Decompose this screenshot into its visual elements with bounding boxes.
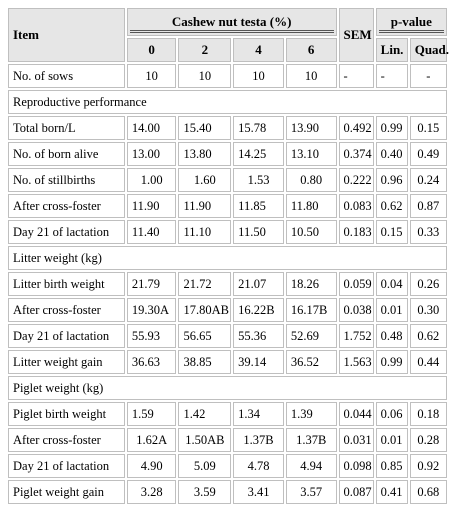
- table-cell: 15.78: [233, 116, 284, 140]
- level-header: 4: [233, 38, 284, 62]
- table-cell: 11.80: [286, 194, 337, 218]
- data-table-container: [6, 6, 449, 506]
- table-cell: 4.78: [233, 454, 284, 478]
- table-cell: 16.22B: [233, 298, 284, 322]
- lin-cell: 0.85: [376, 454, 408, 478]
- table-cell: 55.93: [127, 324, 177, 348]
- row-label: Piglet birth weight: [8, 402, 125, 426]
- row-label: Litter weight gain: [8, 350, 125, 374]
- sem-cell: 0.087: [339, 480, 374, 504]
- table-cell: 11.90: [178, 194, 231, 218]
- table-cell: 10.50: [286, 220, 337, 244]
- section-row: [8, 90, 447, 114]
- quad-cell: -: [410, 64, 447, 88]
- section-title: Litter weight (kg): [8, 246, 447, 270]
- level-header: 2: [178, 38, 231, 62]
- row-label: Piglet weight gain: [8, 480, 125, 504]
- table-cell: 10: [233, 64, 284, 88]
- quad-cell: 0.68: [410, 480, 447, 504]
- table-row: [8, 168, 447, 192]
- table-cell: 19.30A: [127, 298, 177, 322]
- table-cell: 38.85: [178, 350, 231, 374]
- sem-cell: 0.222: [339, 168, 374, 192]
- lin-cell: 0.48: [376, 324, 408, 348]
- table-row: [8, 324, 447, 348]
- table-cell: 11.10: [178, 220, 231, 244]
- table-cell: 21.72: [178, 272, 231, 296]
- quad-cell: 0.33: [410, 220, 447, 244]
- item-header: Item: [8, 8, 125, 62]
- table-cell: 1.39: [286, 402, 337, 426]
- table-row: [8, 402, 447, 426]
- table-cell: 1.37B: [286, 428, 337, 452]
- table-row: [8, 64, 447, 88]
- table-cell: 39.14: [233, 350, 284, 374]
- quad-cell: 0.30: [410, 298, 447, 322]
- table-cell: 0.80: [286, 168, 337, 192]
- sem-cell: 0.038: [339, 298, 374, 322]
- quad-cell: 0.18: [410, 402, 447, 426]
- testa-group-header: Cashew nut testa (%): [127, 8, 337, 36]
- row-label: After cross-foster: [8, 298, 125, 322]
- lin-cell: 0.99: [376, 116, 408, 140]
- table-cell: 36.63: [127, 350, 177, 374]
- level-header: 0: [127, 38, 177, 62]
- linear-header: Lin.: [376, 38, 408, 62]
- table-cell: 1.60: [178, 168, 231, 192]
- table-cell: 15.40: [178, 116, 231, 140]
- sem-cell: 0.059: [339, 272, 374, 296]
- data-table: [6, 6, 449, 506]
- row-label: Day 21 of lactation: [8, 220, 125, 244]
- sem-cell: -: [339, 64, 374, 88]
- table-cell: 21.07: [233, 272, 284, 296]
- table-row: [8, 298, 447, 322]
- table-cell: 13.10: [286, 142, 337, 166]
- table-row: [8, 428, 447, 452]
- table-cell: 3.28: [127, 480, 177, 504]
- table-row: [8, 194, 447, 218]
- table-cell: 4.90: [127, 454, 177, 478]
- table-cell: 36.52: [286, 350, 337, 374]
- lin-cell: 0.01: [376, 298, 408, 322]
- table-cell: 55.36: [233, 324, 284, 348]
- table-row: [8, 350, 447, 374]
- table-cell: 3.41: [233, 480, 284, 504]
- row-label: Day 21 of lactation: [8, 324, 125, 348]
- table-row: [8, 220, 447, 244]
- table-cell: 10: [286, 64, 337, 88]
- lin-cell: 0.41: [376, 480, 408, 504]
- quad-cell: 0.62: [410, 324, 447, 348]
- row-label: Total born/L: [8, 116, 125, 140]
- table-cell: 56.65: [178, 324, 231, 348]
- row-label: No. of sows: [8, 64, 125, 88]
- lin-cell: 0.04: [376, 272, 408, 296]
- table-cell: 3.57: [286, 480, 337, 504]
- table-cell: 1.62A: [127, 428, 177, 452]
- lin-cell: 0.62: [376, 194, 408, 218]
- table-cell: 11.90: [127, 194, 177, 218]
- lin-cell: 0.06: [376, 402, 408, 426]
- table-cell: 4.94: [286, 454, 337, 478]
- table-cell: 13.00: [127, 142, 177, 166]
- table-cell: 52.69: [286, 324, 337, 348]
- sem-cell: 0.098: [339, 454, 374, 478]
- quad-cell: 0.15: [410, 116, 447, 140]
- section-title: Piglet weight (kg): [8, 376, 447, 400]
- lin-cell: 0.40: [376, 142, 408, 166]
- row-label: Litter birth weight: [8, 272, 125, 296]
- row-label: After cross-foster: [8, 194, 125, 218]
- lin-cell: -: [376, 64, 408, 88]
- sem-cell: 0.492: [339, 116, 374, 140]
- table-row: [8, 142, 447, 166]
- table-cell: 1.00: [127, 168, 177, 192]
- table-cell: 1.37B: [233, 428, 284, 452]
- table-row: [8, 480, 447, 504]
- sem-cell: 0.044: [339, 402, 374, 426]
- sem-cell: 0.374: [339, 142, 374, 166]
- table-row: [8, 272, 447, 296]
- table-cell: 5.09: [178, 454, 231, 478]
- lin-cell: 0.15: [376, 220, 408, 244]
- row-label: No. of born alive: [8, 142, 125, 166]
- table-cell: 16.17B: [286, 298, 337, 322]
- section-title: Reproductive performance: [8, 90, 447, 114]
- quad-cell: 0.92: [410, 454, 447, 478]
- table-cell: 11.85: [233, 194, 284, 218]
- row-label: After cross-foster: [8, 428, 125, 452]
- table-cell: 1.59: [127, 402, 177, 426]
- quad-cell: 0.44: [410, 350, 447, 374]
- quad-cell: 0.24: [410, 168, 447, 192]
- table-cell: 11.40: [127, 220, 177, 244]
- table-cell: 14.00: [127, 116, 177, 140]
- sem-cell: 1.563: [339, 350, 374, 374]
- lin-cell: 0.01: [376, 428, 408, 452]
- table-cell: 13.90: [286, 116, 337, 140]
- p-value-group-header: p-value: [376, 8, 447, 36]
- table-row: [8, 454, 447, 478]
- table-cell: 13.80: [178, 142, 231, 166]
- row-label: Day 21 of lactation: [8, 454, 125, 478]
- quad-cell: 0.26: [410, 272, 447, 296]
- sem-cell: 0.183: [339, 220, 374, 244]
- lin-cell: 0.96: [376, 168, 408, 192]
- level-header: 6: [286, 38, 337, 62]
- table-cell: 11.50: [233, 220, 284, 244]
- section-row: [8, 376, 447, 400]
- table-row: [8, 116, 447, 140]
- quad-cell: 0.87: [410, 194, 447, 218]
- table-cell: 3.59: [178, 480, 231, 504]
- quad-cell: 0.28: [410, 428, 447, 452]
- quadratic-header: Quad.: [410, 38, 447, 62]
- table-cell: 17.80AB: [178, 298, 231, 322]
- table-cell: 1.34: [233, 402, 284, 426]
- sem-cell: 0.031: [339, 428, 374, 452]
- quad-cell: 0.49: [410, 142, 447, 166]
- table-cell: 10: [127, 64, 177, 88]
- section-row: [8, 246, 447, 270]
- lin-cell: 0.99: [376, 350, 408, 374]
- row-label: No. of stillbirths: [8, 168, 125, 192]
- table-cell: 1.53: [233, 168, 284, 192]
- sem-header: SEM: [339, 8, 374, 62]
- sem-cell: 1.752: [339, 324, 374, 348]
- table-cell: 14.25: [233, 142, 284, 166]
- table-cell: 1.50AB: [178, 428, 231, 452]
- table-cell: 1.42: [178, 402, 231, 426]
- table-cell: 21.79: [127, 272, 177, 296]
- table-cell: 18.26: [286, 272, 337, 296]
- sem-cell: 0.083: [339, 194, 374, 218]
- table-cell: 10: [178, 64, 231, 88]
